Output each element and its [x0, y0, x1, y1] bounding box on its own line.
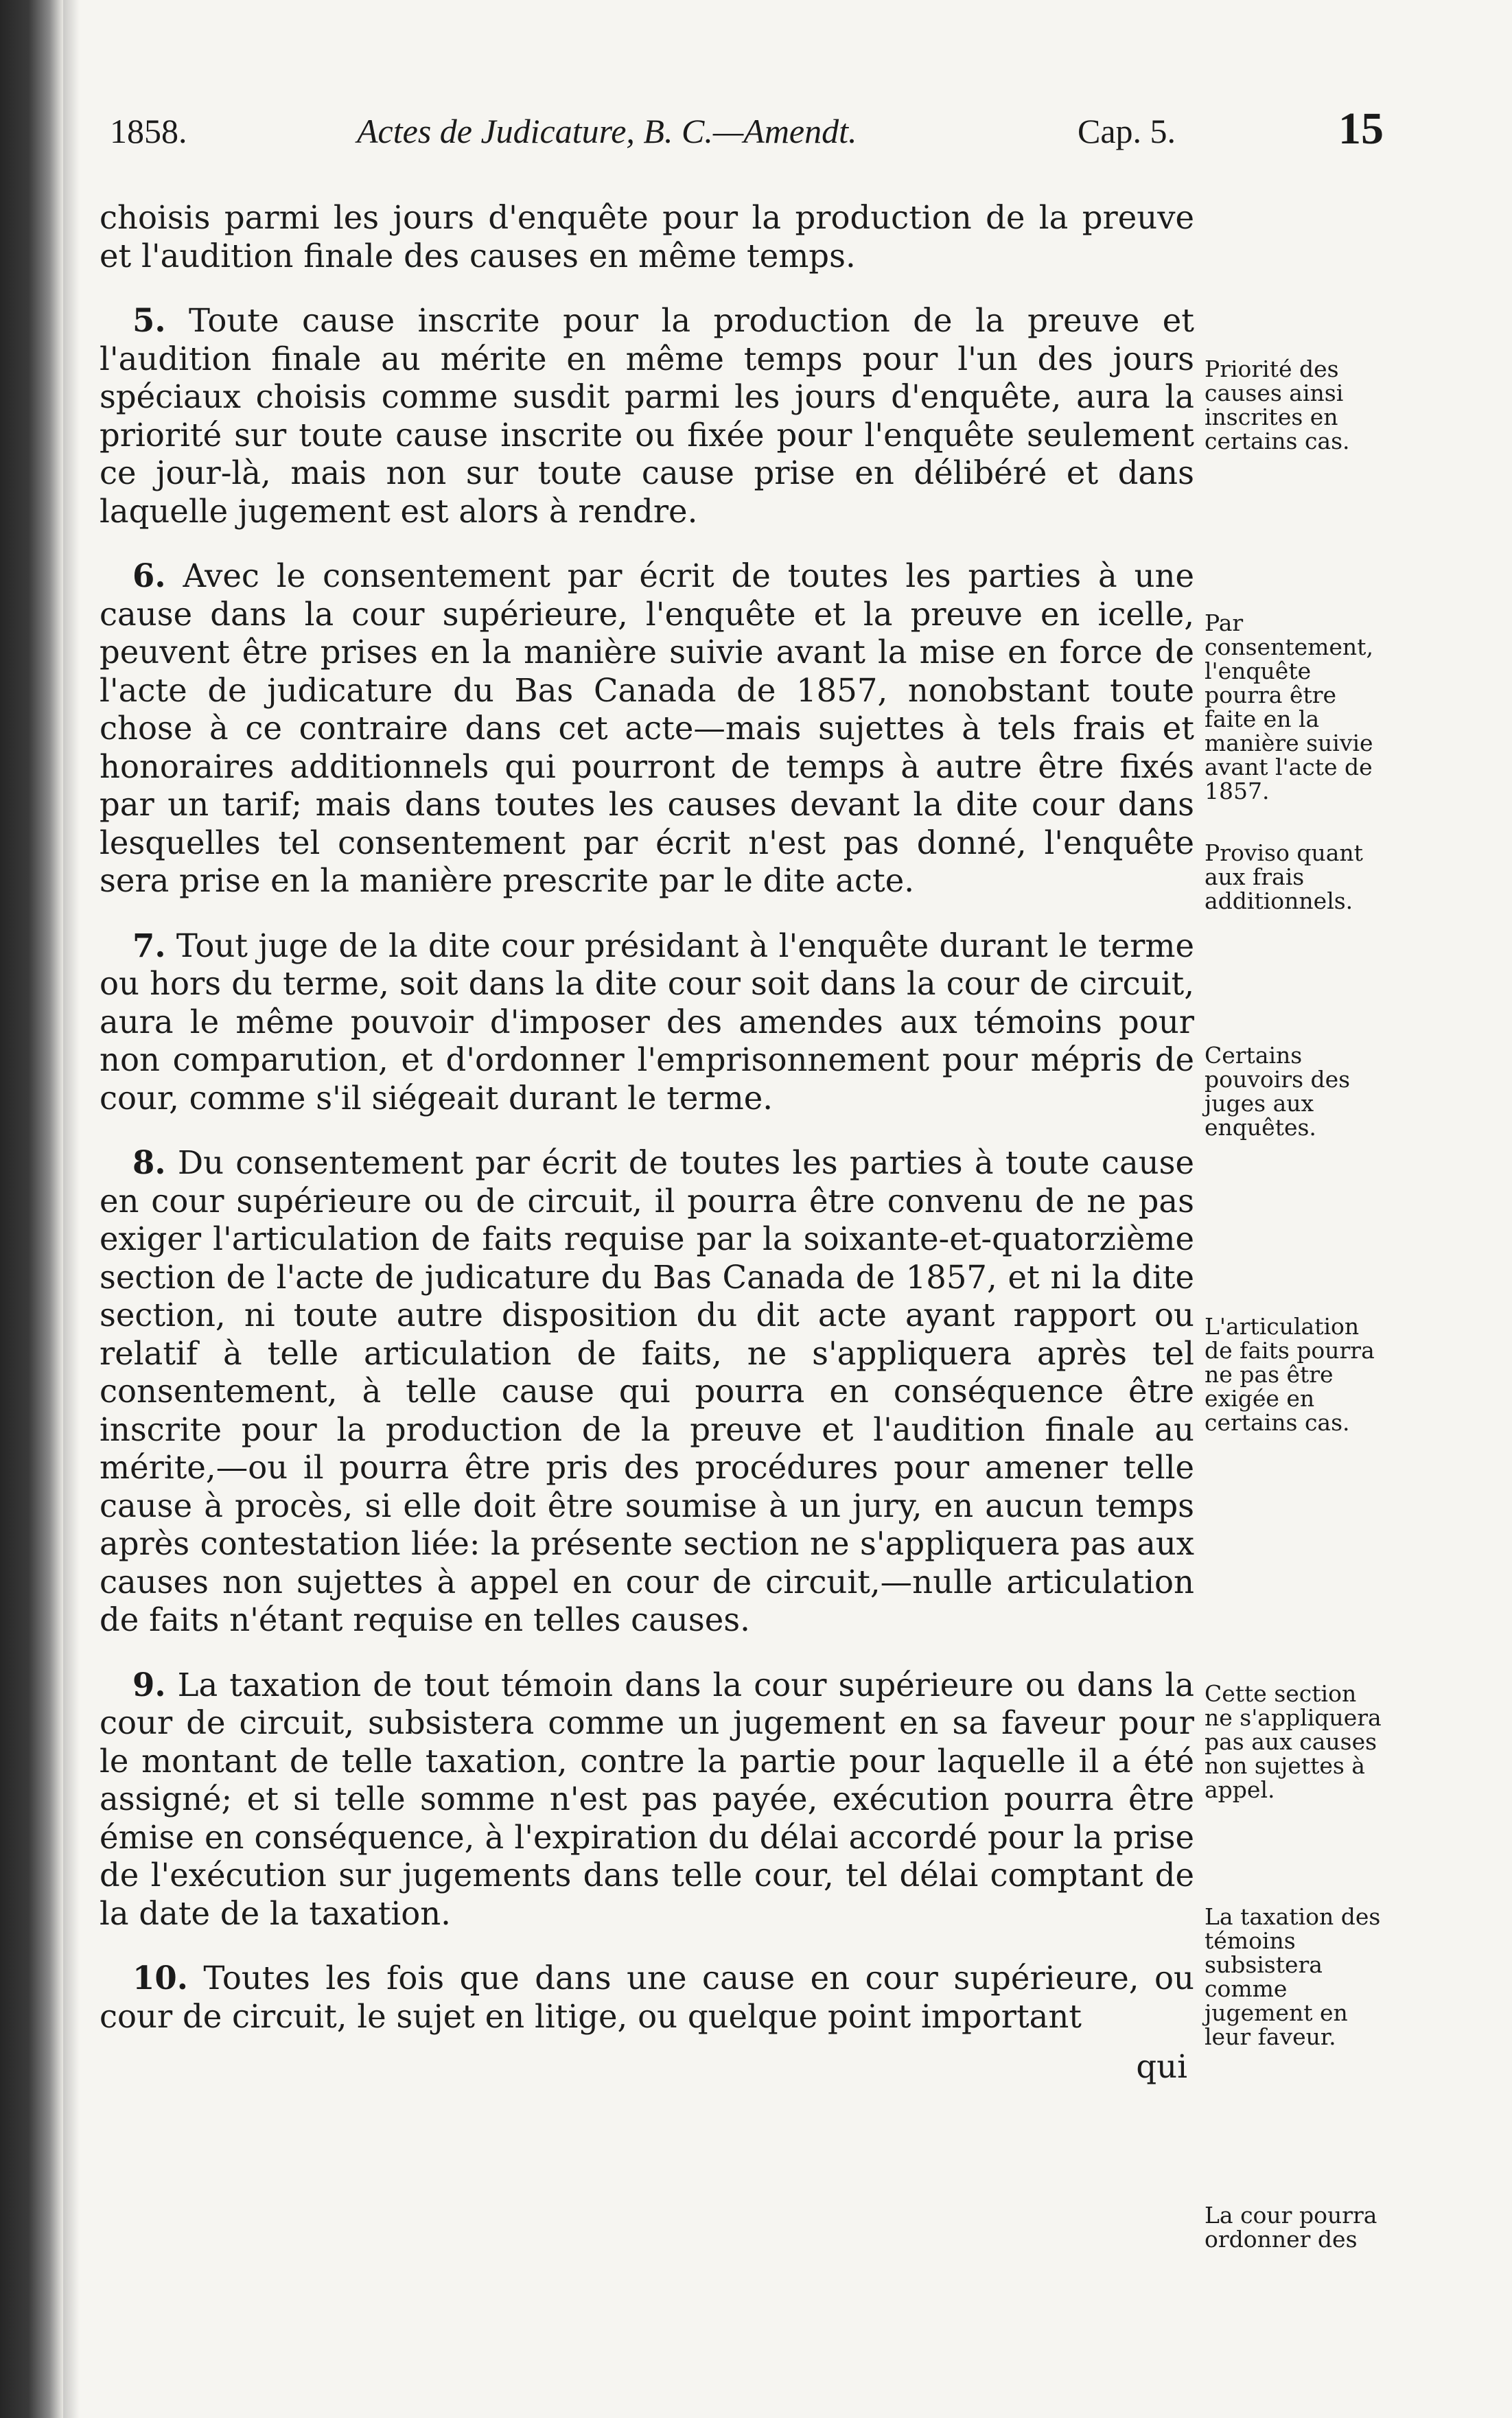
- margin-note-cour-pourra: La cour pourra ordonner des: [1205, 2202, 1377, 2253]
- catchword: qui: [1136, 2048, 1187, 2085]
- margin-note-cette-section: Cette section ne s'appliquera pas aux causes non sujettes à appel.: [1205, 1680, 1382, 1803]
- section-8: [100, 1143, 1194, 1640]
- section-text: Toute cause inscrite pour la production de la preuve et l'audition finale au mérite en même temps pour l'un des jours spéciaux choisis comme susdit parmi les jours d'enquête, aura la priorité sur toute cause inscrite ou fixée pour l'enquête seulement ce jour-là, mais non sur toute cause prise en délibéré et dans laquelle jugement est alors à rendre.: [100, 302, 1194, 530]
- section-text: Avec le consentement par écrit de toutes les parties à une cause dans la cour supérieure, l'enquête et la preuve en icelle, peuvent être prises en la manière suivie avant la mise en force de l'acte de judicature du Bas Canada de 1857, nonobstant toute chose à ce contraire dans cet acte—mais sujettes à tels frais et honoraires additionnels qui pourront de temps à autre être fixés par un tarif; mais dans toutes les causes devant la dite cour dans lesquelles tel consentement par écrit n'est pas donné, l'enquête sera prise en la manière prescrite par le dite acte.: [100, 557, 1195, 899]
- margin-note-pouvoirs-juges: Certains pouvoirs des juges aux enquêtes.: [1205, 1042, 1351, 1141]
- margin-note-taxation: La taxation des témoins subsistera comme jugement en leur faveur.: [1205, 1903, 1381, 2050]
- header-title: Actes de Judicature, B. C.—Amendt.: [357, 112, 857, 150]
- section-number: 8.: [132, 1143, 166, 1181]
- document-page: [69, 103, 1384, 2368]
- section-5: [100, 301, 1194, 531]
- section-9: [100, 1666, 1194, 1933]
- section-6: [100, 557, 1194, 900]
- section-number: 6.: [132, 557, 166, 594]
- section-text: Tout juge de la dite cour présidant à l'enquête durant le terme ou hors du terme, soit dans la dite cour soit dans la cour de circuit, aura le même pouvoir d'imposer des amendes aux témoins pour non comparution, et d'ordonner l'emprisonnement pour mépris de cour, comme s'il siégeait durant le terme.: [100, 927, 1194, 1117]
- section-text: Toutes les fois que dans une cause en cour supérieure, ou cour de circuit, le sujet en litige, ou quelque point important: [100, 1960, 1195, 2035]
- continuation-paragraph: choisis parmi les jours d'enquête pour la production de la preuve et l'audition finale des causes en même temps.: [100, 199, 1194, 275]
- margin-note-articulation: L'articulation de faits pourra ne pas être exigée en certains cas.: [1205, 1313, 1375, 1436]
- page-number: 15: [1338, 104, 1384, 154]
- section-number: 9.: [132, 1665, 166, 1704]
- margin-note-proviso: Proviso quant aux frais additionnels.: [1205, 839, 1363, 914]
- running-header: [110, 103, 1384, 165]
- book-binding-shadow: [0, 0, 63, 2418]
- section-number: 7.: [132, 926, 166, 964]
- margin-note-consentement: Par consentement, l'enquête pourra être faite en la manière suivie avant l'acte de 1857.: [1205, 609, 1373, 804]
- margin-note-priorite: Priorité des causes ainsi inscrites en certains cas.: [1205, 356, 1350, 454]
- section-text: Du consentement par écrit de toutes les parties à toute cause en cour supérieure ou de circuit, il pourra être convenu de ne pas exiger l'articulation de faits requise par la soixante-et-quatorzième section de l'acte de judicature du Bas Canada de 1857, et ni la dite section, ni toute autre disposition du dit acte ayant rapport ou relatif à telle articulation de faits, ne s'appliquera après tel consentement, à telle cause qui pourra en conséquence être inscrite pour la production de la preuve et l'audition finale au mérite,—ou il pourra être pris des procédures pour amener telle cause à procès, si elle doit être soumise à un jury, en aucun temps après contestation liée: la présente section ne s'appliquera pas aux causes non sujettes à appel en cour de circuit,—nulle articulation de faits n'étant requise en telles causes.: [100, 1144, 1195, 1638]
- section-number: 10.: [132, 1959, 188, 1997]
- section-7: [100, 927, 1194, 1118]
- section-number: 5.: [132, 301, 166, 339]
- section-text: La taxation de tout témoin dans la cour supérieure ou dans la cour de circuit, subsistera comme un jugement en sa faveur pour le montant de telle taxation, contre la partie pour laquelle il a été assigné; et si telle somme n'est pas payée, exécution pourra être émise en conséquence, à l'expiration du délai accordé pour la prise de l'exécution sur jugements dans telle cour, tel délai comptant de la date de la taxation.: [100, 1666, 1194, 1932]
- header-year: 1858.: [110, 112, 187, 150]
- header-chapter: Cap. 5.: [1078, 112, 1176, 150]
- main-text-column: [100, 199, 1194, 2086]
- section-10: [100, 1959, 1194, 2036]
